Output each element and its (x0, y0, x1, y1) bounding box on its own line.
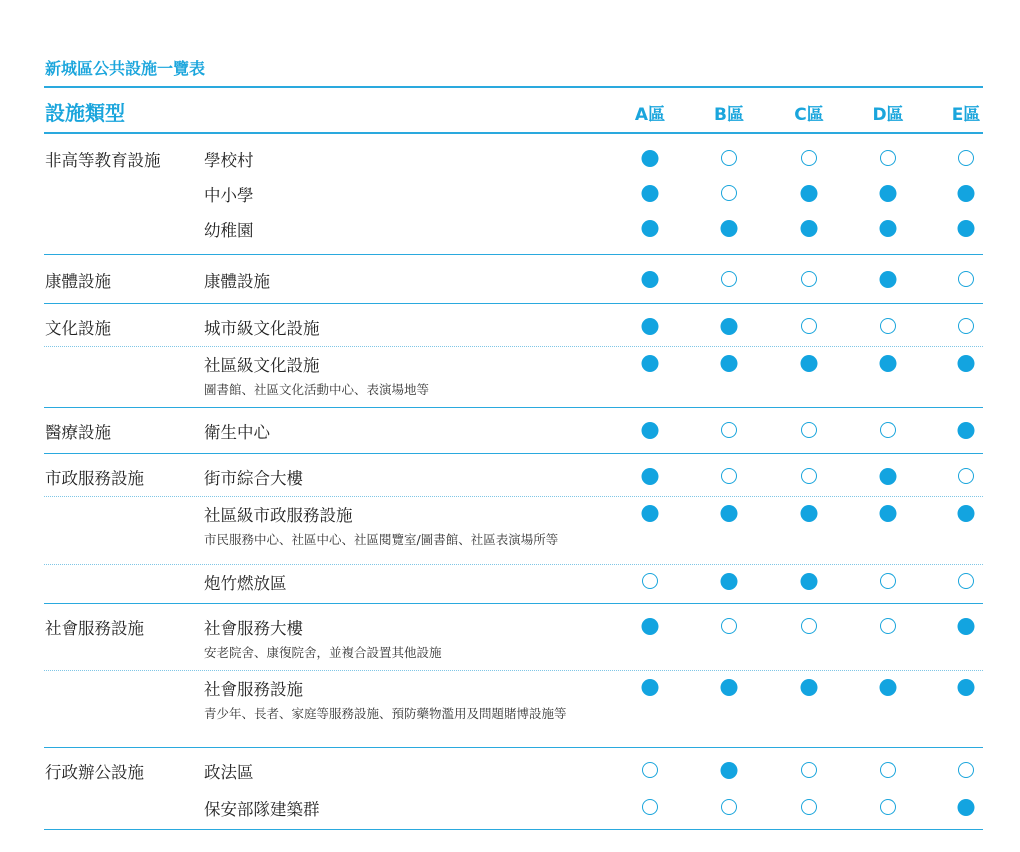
filled-circle-icon (642, 150, 659, 167)
empty-circle-icon (958, 573, 974, 589)
empty-circle-icon (880, 573, 896, 589)
filled-circle-icon (642, 271, 659, 288)
facility-name: 街市綜合大樓 (204, 469, 303, 488)
empty-circle-icon (880, 618, 896, 634)
group-1 (44, 255, 983, 304)
empty-circle-icon (801, 271, 817, 287)
filled-circle-icon (721, 762, 738, 779)
filled-circle-icon (801, 220, 818, 237)
table-row (44, 347, 983, 405)
empty-circle-icon (642, 799, 658, 815)
facility-name: 社會服務設施 (204, 680, 303, 699)
table-row (44, 565, 983, 601)
group-label: 非高等教育設施 (45, 151, 161, 170)
table-row (44, 142, 983, 177)
filled-circle-icon (721, 220, 738, 237)
group-3 (44, 408, 983, 454)
facility-name: 政法區 (204, 763, 254, 782)
filled-circle-icon (801, 679, 818, 696)
group-label: 文化設施 (45, 319, 111, 338)
empty-circle-icon (958, 762, 974, 778)
group-label: 康體設施 (45, 272, 111, 291)
zone-header-d: D區 (872, 105, 904, 125)
filled-circle-icon (642, 679, 659, 696)
table-row (44, 414, 983, 451)
filled-circle-icon (642, 422, 659, 439)
filled-circle-icon (958, 505, 975, 522)
filled-circle-icon (958, 679, 975, 696)
page-title: 新城區公共設施一覽表 (45, 59, 206, 78)
filled-circle-icon (642, 185, 659, 202)
empty-circle-icon (958, 150, 974, 166)
facility-type-header: 設施類型 (45, 101, 125, 125)
group-2 (44, 304, 983, 408)
zone-header-a: A區 (634, 105, 666, 125)
facility-name: 城市級文化設施 (204, 319, 320, 338)
filled-circle-icon (801, 573, 818, 590)
empty-circle-icon (721, 799, 737, 815)
facility-note: 安老院舍、康復院舍，並複合設置其他設施 (204, 645, 442, 660)
facility-name: 社區級文化設施 (204, 356, 320, 375)
group-6 (44, 748, 983, 830)
filled-circle-icon (642, 468, 659, 485)
group-label: 醫療設施 (45, 423, 111, 442)
empty-circle-icon (801, 318, 817, 334)
empty-circle-icon (801, 422, 817, 438)
group-label: 社會服務設施 (45, 619, 144, 638)
filled-circle-icon (642, 355, 659, 372)
empty-circle-icon (801, 468, 817, 484)
table-row (44, 791, 983, 827)
filled-circle-icon (721, 573, 738, 590)
facility-name: 衛生中心 (204, 423, 270, 442)
zone-header-b: B區 (714, 105, 744, 125)
empty-circle-icon (880, 318, 896, 334)
group-5 (44, 604, 983, 748)
filled-circle-icon (880, 185, 897, 202)
facility-name: 社會服務大樓 (204, 619, 303, 638)
table-row (44, 263, 983, 301)
facilities-table (44, 86, 983, 830)
filled-circle-icon (880, 505, 897, 522)
filled-circle-icon (642, 505, 659, 522)
filled-circle-icon (721, 318, 738, 335)
empty-circle-icon (880, 150, 896, 166)
filled-circle-icon (801, 505, 818, 522)
table-body (44, 134, 983, 830)
empty-circle-icon (721, 185, 737, 201)
facility-note: 青少年、長者、家庭等服務設施、預防藥物濫用及問題賭博設施等 (204, 706, 567, 721)
empty-circle-icon (721, 618, 737, 634)
group-0 (44, 134, 983, 255)
table-row (44, 212, 983, 252)
filled-circle-icon (801, 355, 818, 372)
facility-name: 炮竹燃放區 (204, 574, 287, 593)
group-4 (44, 454, 983, 604)
empty-circle-icon (801, 799, 817, 815)
group-label: 市政服務設施 (45, 469, 144, 488)
empty-circle-icon (880, 762, 896, 778)
table-row (44, 610, 983, 671)
facility-name: 學校村 (204, 151, 254, 170)
table-row (44, 671, 983, 745)
facility-name: 幼稚園 (204, 221, 254, 240)
zone-header-c: C區 (794, 105, 824, 125)
filled-circle-icon (958, 355, 975, 372)
empty-circle-icon (721, 422, 737, 438)
empty-circle-icon (958, 271, 974, 287)
empty-circle-icon (721, 271, 737, 287)
empty-circle-icon (721, 468, 737, 484)
empty-circle-icon (642, 573, 658, 589)
empty-circle-icon (642, 762, 658, 778)
table-row (44, 310, 983, 347)
filled-circle-icon (721, 355, 738, 372)
filled-circle-icon (721, 679, 738, 696)
table-row (44, 177, 983, 212)
empty-circle-icon (880, 422, 896, 438)
filled-circle-icon (880, 220, 897, 237)
facility-note: 圖書館、社區文化活動中心、表演場地等 (204, 382, 430, 397)
table-header (44, 86, 983, 134)
filled-circle-icon (958, 220, 975, 237)
table-row (44, 460, 983, 497)
filled-circle-icon (642, 318, 659, 335)
filled-circle-icon (958, 618, 975, 635)
filled-circle-icon (801, 185, 818, 202)
empty-circle-icon (801, 618, 817, 634)
facility-name: 保安部隊建築群 (204, 800, 320, 819)
filled-circle-icon (880, 679, 897, 696)
filled-circle-icon (880, 271, 897, 288)
filled-circle-icon (642, 220, 659, 237)
filled-circle-icon (958, 799, 975, 816)
filled-circle-icon (880, 468, 897, 485)
facility-name: 中小學 (204, 186, 254, 205)
table-row (44, 754, 983, 791)
facility-note: 市民服務中心、社區中心、社區閱覽室/圖書館、社區表演場所等 (204, 532, 559, 547)
filled-circle-icon (958, 185, 975, 202)
facility-name: 康體設施 (204, 272, 270, 291)
filled-circle-icon (958, 422, 975, 439)
empty-circle-icon (801, 150, 817, 166)
empty-circle-icon (958, 468, 974, 484)
filled-circle-icon (642, 618, 659, 635)
empty-circle-icon (880, 799, 896, 815)
empty-circle-icon (721, 150, 737, 166)
facility-name: 社區級市政服務設施 (204, 506, 353, 525)
filled-circle-icon (721, 505, 738, 522)
table-row (44, 497, 983, 565)
empty-circle-icon (801, 762, 817, 778)
filled-circle-icon (880, 355, 897, 372)
zone-header-e: E區 (951, 105, 981, 125)
empty-circle-icon (958, 318, 974, 334)
group-label: 行政辦公設施 (45, 763, 144, 782)
